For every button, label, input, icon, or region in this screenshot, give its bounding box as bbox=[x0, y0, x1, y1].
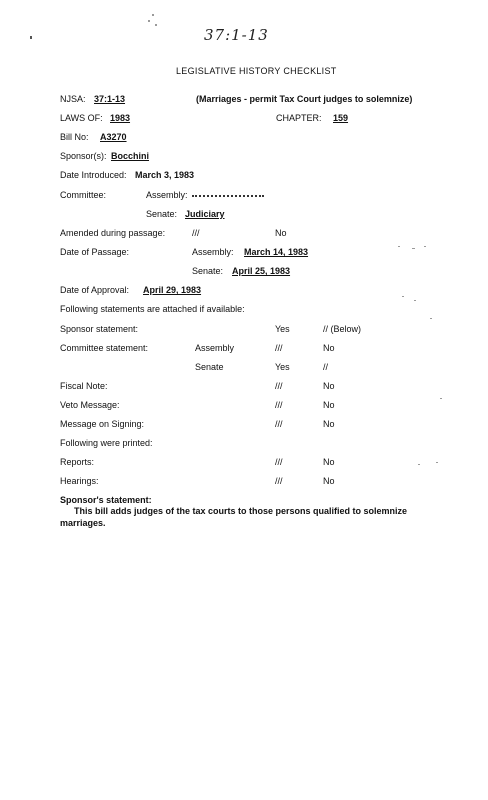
njsa-description: (Marriages - permit Tax Court judges to solemnize) bbox=[196, 94, 413, 104]
committee-statement-assembly-yes: /// bbox=[275, 343, 283, 353]
committee-senate-label: Senate: bbox=[146, 209, 178, 219]
date-of-passage-label: Date of Passage: bbox=[60, 247, 130, 257]
sponsors-statement-heading: Sponsor's statement: bbox=[60, 495, 152, 505]
njsa-value: 37:1-13 bbox=[94, 94, 126, 104]
bill-no-label: Bill No: bbox=[60, 132, 89, 142]
fiscal-note-yes: /// bbox=[275, 381, 283, 391]
veto-message-no: No bbox=[323, 400, 335, 410]
scan-speck bbox=[155, 24, 157, 26]
sponsor-statement-yes: Yes bbox=[275, 324, 290, 334]
committee-statement-label: Committee statement: bbox=[60, 343, 149, 353]
sponsor-statement-no: // (Below) bbox=[323, 324, 362, 334]
committee-statement-assembly-label: Assembly bbox=[195, 343, 235, 353]
committee-statement-senate-yes: Yes bbox=[275, 362, 290, 372]
veto-message-label: Veto Message: bbox=[60, 400, 120, 410]
scan-speck bbox=[430, 318, 432, 319]
scan-speck bbox=[398, 246, 400, 247]
committee-senate-value: Judiciary bbox=[185, 209, 225, 219]
amended-no: No bbox=[275, 228, 287, 238]
committee-statement-senate-no: // bbox=[323, 362, 329, 372]
date-introduced-label: Date Introduced: bbox=[60, 170, 127, 180]
laws-of-value: 1983 bbox=[110, 113, 131, 123]
following-printed-text: Following were printed: bbox=[60, 438, 153, 448]
veto-message-yes: /// bbox=[275, 400, 283, 410]
message-on-signing-yes: /// bbox=[275, 419, 283, 429]
scan-speck bbox=[148, 20, 150, 22]
scan-speck bbox=[424, 246, 426, 247]
date-of-approval-label: Date of Approval: bbox=[60, 285, 130, 295]
committee-statement-senate-label: Senate bbox=[195, 362, 224, 372]
date-introduced-value: March 3, 1983 bbox=[135, 170, 195, 180]
following-attached-text: Following statements are attached if available: bbox=[60, 304, 245, 314]
hearings-no: No bbox=[323, 476, 335, 486]
passage-senate-label: Senate: bbox=[192, 266, 224, 276]
sponsors-label: Sponsor(s): bbox=[60, 151, 107, 161]
hearings-yes: /// bbox=[275, 476, 283, 486]
fiscal-note-no: No bbox=[323, 381, 335, 391]
sponsors-statement-text: This bill adds judges of the tax courts to those persons qualified to solemnize marriages. bbox=[60, 506, 408, 528]
message-on-signing-label: Message on Signing: bbox=[60, 419, 145, 429]
hearings-label: Hearings: bbox=[60, 476, 99, 486]
scan-speck bbox=[436, 462, 438, 463]
sponsor-statement-label: Sponsor statement: bbox=[60, 324, 139, 334]
chapter-value: 159 bbox=[333, 113, 349, 123]
passage-assembly-label: Assembly: bbox=[192, 247, 234, 257]
scan-speck bbox=[414, 300, 416, 301]
scan-speck bbox=[412, 248, 415, 249]
bill-no-value: A3270 bbox=[100, 132, 127, 142]
scan-speck bbox=[440, 398, 442, 399]
committee-statement-assembly-no: No bbox=[323, 343, 335, 353]
chapter-label: CHAPTER: bbox=[276, 113, 322, 123]
scan-speck bbox=[152, 14, 154, 16]
reports-label: Reports: bbox=[60, 457, 95, 467]
committee-assembly-label: Assembly: bbox=[146, 190, 188, 200]
fiscal-note-label: Fiscal Note: bbox=[60, 381, 108, 391]
committee-assembly-blank bbox=[192, 195, 264, 197]
scan-speck bbox=[30, 36, 32, 39]
scan-speck bbox=[402, 296, 404, 297]
passage-senate-value: April 25, 1983 bbox=[232, 266, 291, 276]
committee-label: Committee: bbox=[60, 190, 107, 200]
committee-assembly bbox=[146, 190, 264, 200]
handwritten-number: 37:1-13 bbox=[204, 26, 269, 44]
sponsors-value: Bocchini bbox=[111, 151, 150, 161]
message-on-signing-no: No bbox=[323, 419, 335, 429]
passage-assembly-value: March 14, 1983 bbox=[244, 247, 309, 257]
date-of-approval-value: April 29, 1983 bbox=[143, 285, 202, 295]
amended-mark: /// bbox=[192, 228, 200, 238]
scan-speck bbox=[418, 464, 420, 465]
page-title: LEGISLATIVE HISTORY CHECKLIST bbox=[176, 66, 337, 76]
amended-label: Amended during passage: bbox=[60, 228, 166, 238]
laws-of-label: LAWS OF: bbox=[60, 113, 103, 123]
njsa-label: NJSA: bbox=[60, 94, 86, 104]
reports-no: No bbox=[323, 457, 335, 467]
reports-yes: /// bbox=[275, 457, 283, 467]
